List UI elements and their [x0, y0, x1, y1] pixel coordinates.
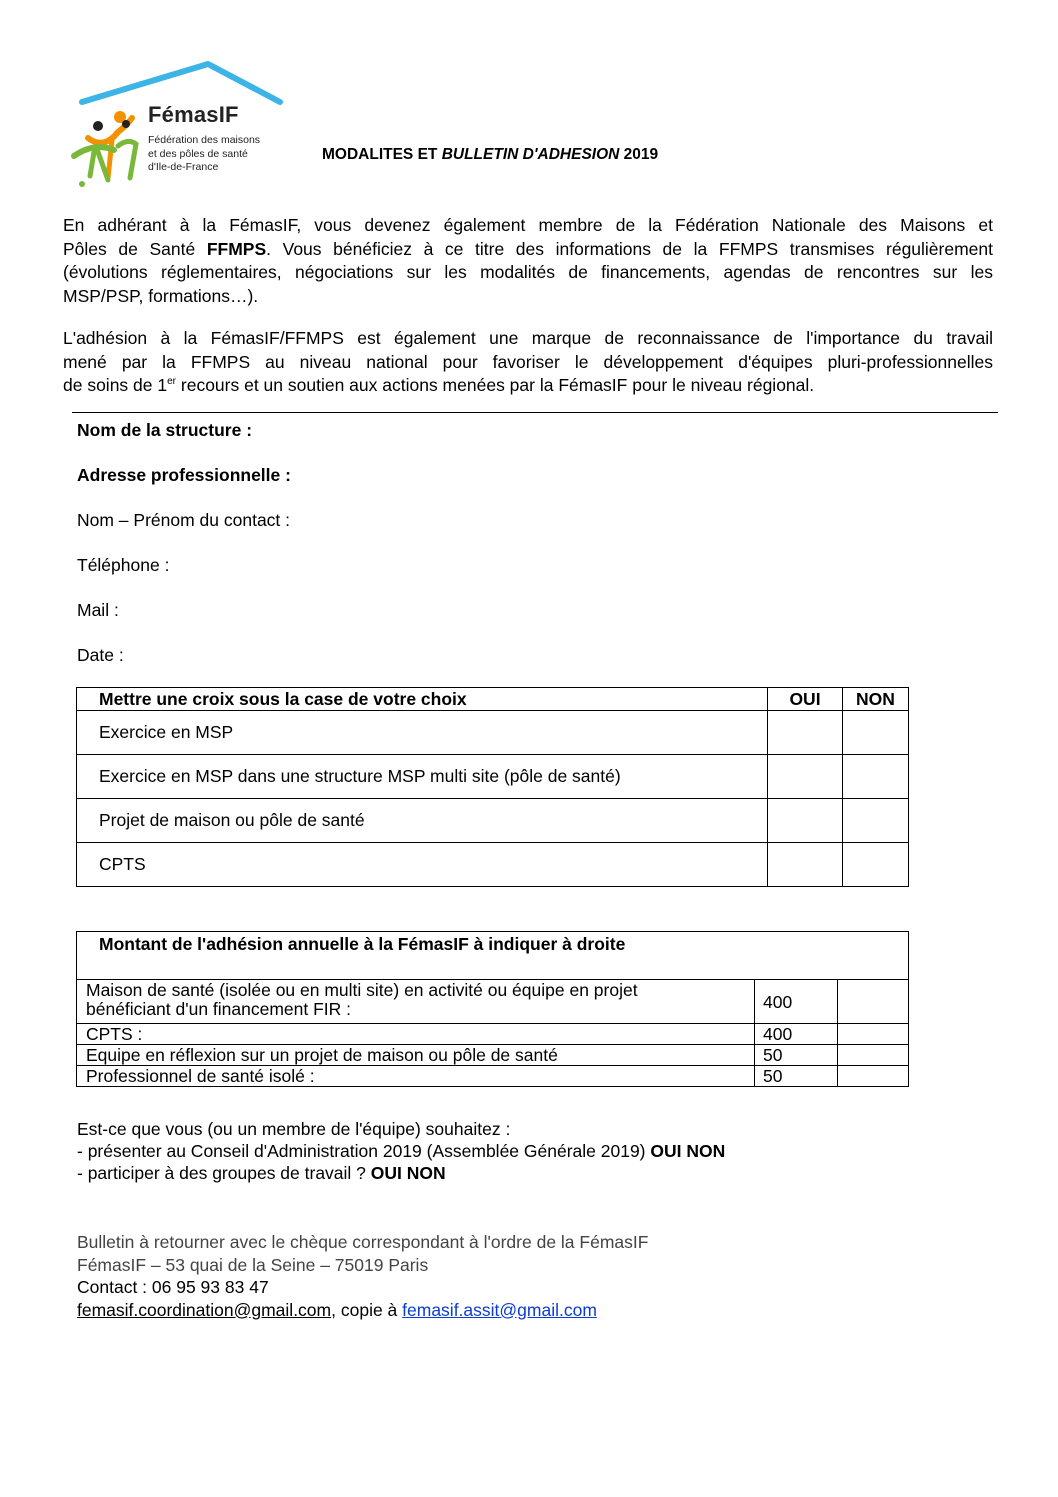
table-row: [77, 711, 909, 755]
amount-input-cell[interactable]: [838, 980, 909, 1024]
intro-paragraph-1: [63, 214, 993, 308]
paragraph-line: MSP/PSP, formations…).: [63, 285, 259, 306]
footer-emails: [77, 1299, 648, 1322]
table-header-no: NON: [843, 688, 909, 711]
row-label-line: bénéficiant d'un financement FIR :: [86, 999, 352, 1019]
footer-contact: [77, 1231, 648, 1321]
table-row: [77, 1066, 909, 1087]
fee-table: [76, 931, 909, 1087]
table-header-yes: OUI: [768, 688, 843, 711]
paragraph-line: [63, 374, 993, 398]
amount-input-cell[interactable]: [838, 1024, 909, 1045]
footer-copy-text: , copie à: [331, 1299, 403, 1320]
row-label: Equipe en réflexion sur un projet de maison ou pôle de santé: [77, 1045, 755, 1066]
section-divider: [72, 412, 998, 413]
email-link-coordination[interactable]: femasif.coordination@gmail.com: [77, 1299, 332, 1320]
question-2: [77, 1162, 725, 1184]
table-header-row: [77, 688, 909, 711]
table-row: [77, 1024, 909, 1045]
row-label: CPTS :: [77, 1024, 755, 1045]
amount-cell: 50: [755, 1045, 838, 1066]
no-checkbox-cell[interactable]: [843, 799, 909, 843]
table-header-cell: Mettre une croix sous la case de votre choix: [77, 688, 768, 711]
yes-checkbox-cell[interactable]: [768, 843, 843, 887]
amount-cell: 400: [755, 980, 838, 1024]
table-row: [77, 755, 909, 799]
no-checkbox-cell[interactable]: [843, 843, 909, 887]
logo-name: FémasIF: [148, 102, 239, 127]
text-run: de soins de 1: [63, 375, 168, 395]
row-label: Projet de maison ou pôle de santé: [77, 799, 768, 843]
paragraph-line: mené par la FFMPS au niveau national pour favoriser le développement d'équipes pluri-professionnelles: [63, 351, 993, 372]
participation-questions: [77, 1118, 725, 1184]
row-label: CPTS: [77, 843, 768, 887]
footer-phone: Contact : 06 95 93 83 47: [77, 1277, 269, 1297]
field-structure-label: Nom de la structure :: [77, 420, 253, 440]
table-row: [77, 980, 909, 1024]
amount-cell: 50: [755, 1066, 838, 1087]
paragraph-line: (évolutions réglementaires, négociations sur les modalités de financements, agendas de rencontres sur les: [63, 262, 993, 282]
question-text: - participer à des groupes de travail ?: [77, 1163, 371, 1183]
intro-paragraph-2: [63, 327, 993, 398]
logo-subtitle: [148, 134, 288, 175]
choice-table: [76, 687, 909, 887]
table-header-cell: Montant de l'adhésion annuelle à la FémasIF à indiquer à droite: [77, 932, 909, 980]
house-logo-icon: [68, 60, 290, 200]
yes-checkbox-cell[interactable]: [768, 711, 843, 755]
text-run: . Vous bénéficiez à ce titre des informations de la FFMPS transmises régulièrement: [266, 238, 994, 259]
no-checkbox-cell[interactable]: [843, 755, 909, 799]
paragraph-line: [63, 238, 993, 262]
table-row: [77, 799, 909, 843]
table-row: [77, 843, 909, 887]
question-text: - présenter au Conseil d'Administration 2019 (Assemblée Générale 2019): [77, 1141, 651, 1161]
title-part-italic: BULLETIN D'ADHESION: [441, 146, 620, 163]
row-label: Exercice en MSP: [77, 711, 768, 755]
row-label: [77, 980, 755, 1024]
question-intro: Est-ce que vous (ou un membre de l'équipe) souhaitez :: [77, 1119, 511, 1139]
row-label: Professionnel de santé isolé :: [77, 1066, 755, 1087]
femasif-logo: [68, 60, 290, 200]
amount-input-cell[interactable]: [838, 1066, 909, 1087]
question-1: [77, 1140, 725, 1162]
field-mail-label: Mail :: [77, 600, 119, 620]
email-link-assist[interactable]: femasif.assit@gmail.com: [402, 1299, 597, 1320]
table-row: [77, 1045, 909, 1066]
row-label: Exercice en MSP dans une structure MSP multi site (pôle de santé): [77, 755, 768, 799]
question-options[interactable]: OUI NON: [650, 1141, 726, 1161]
title-part: 2019: [619, 146, 659, 163]
text-run-bold: FFMPS: [206, 238, 267, 259]
footer-line: Bulletin à retourner avec le chèque correspondant à l'ordre de la FémasIF: [77, 1232, 649, 1252]
logo-subtitle-line: Fédération des maisons: [148, 134, 261, 146]
field-address-label: Adresse professionnelle :: [77, 465, 291, 485]
document-title: [322, 146, 658, 164]
yes-checkbox-cell[interactable]: [768, 799, 843, 843]
title-part: MODALITES ET: [322, 146, 442, 163]
logo-subtitle-line: d'Ile-de-France: [148, 161, 219, 173]
logo-subtitle-line: et des pôles de santé: [148, 147, 248, 160]
text-run: Pôles de Santé: [63, 238, 207, 259]
yes-checkbox-cell[interactable]: [768, 755, 843, 799]
field-phone-label: Téléphone :: [77, 555, 170, 575]
paragraph-line: L'adhésion à la FémasIF/FFMPS est également une marque de reconnaissance de l'importance du travail: [63, 328, 993, 348]
amount-input-cell[interactable]: [838, 1045, 909, 1066]
amount-cell: 400: [755, 1024, 838, 1045]
no-checkbox-cell[interactable]: [843, 711, 909, 755]
field-contact-label: Nom – Prénom du contact :: [77, 510, 291, 530]
footer-address: FémasIF – 53 quai de la Seine – 75019 Paris: [77, 1254, 429, 1275]
table-header-row: [77, 932, 909, 980]
paragraph-line: En adhérant à la FémasIF, vous devenez également membre de la Fédération Nationale des Maisons et: [63, 215, 993, 235]
row-label-line: Maison de santé (isolée ou en multi site) en activité ou équipe en projet: [86, 980, 638, 1000]
field-date-label: Date :: [77, 645, 124, 665]
superscript: er: [167, 376, 177, 388]
text-run: recours et un soutien aux actions menées par la FémasIF pour le niveau régional.: [176, 375, 815, 395]
question-options[interactable]: OUI NON: [370, 1163, 446, 1183]
